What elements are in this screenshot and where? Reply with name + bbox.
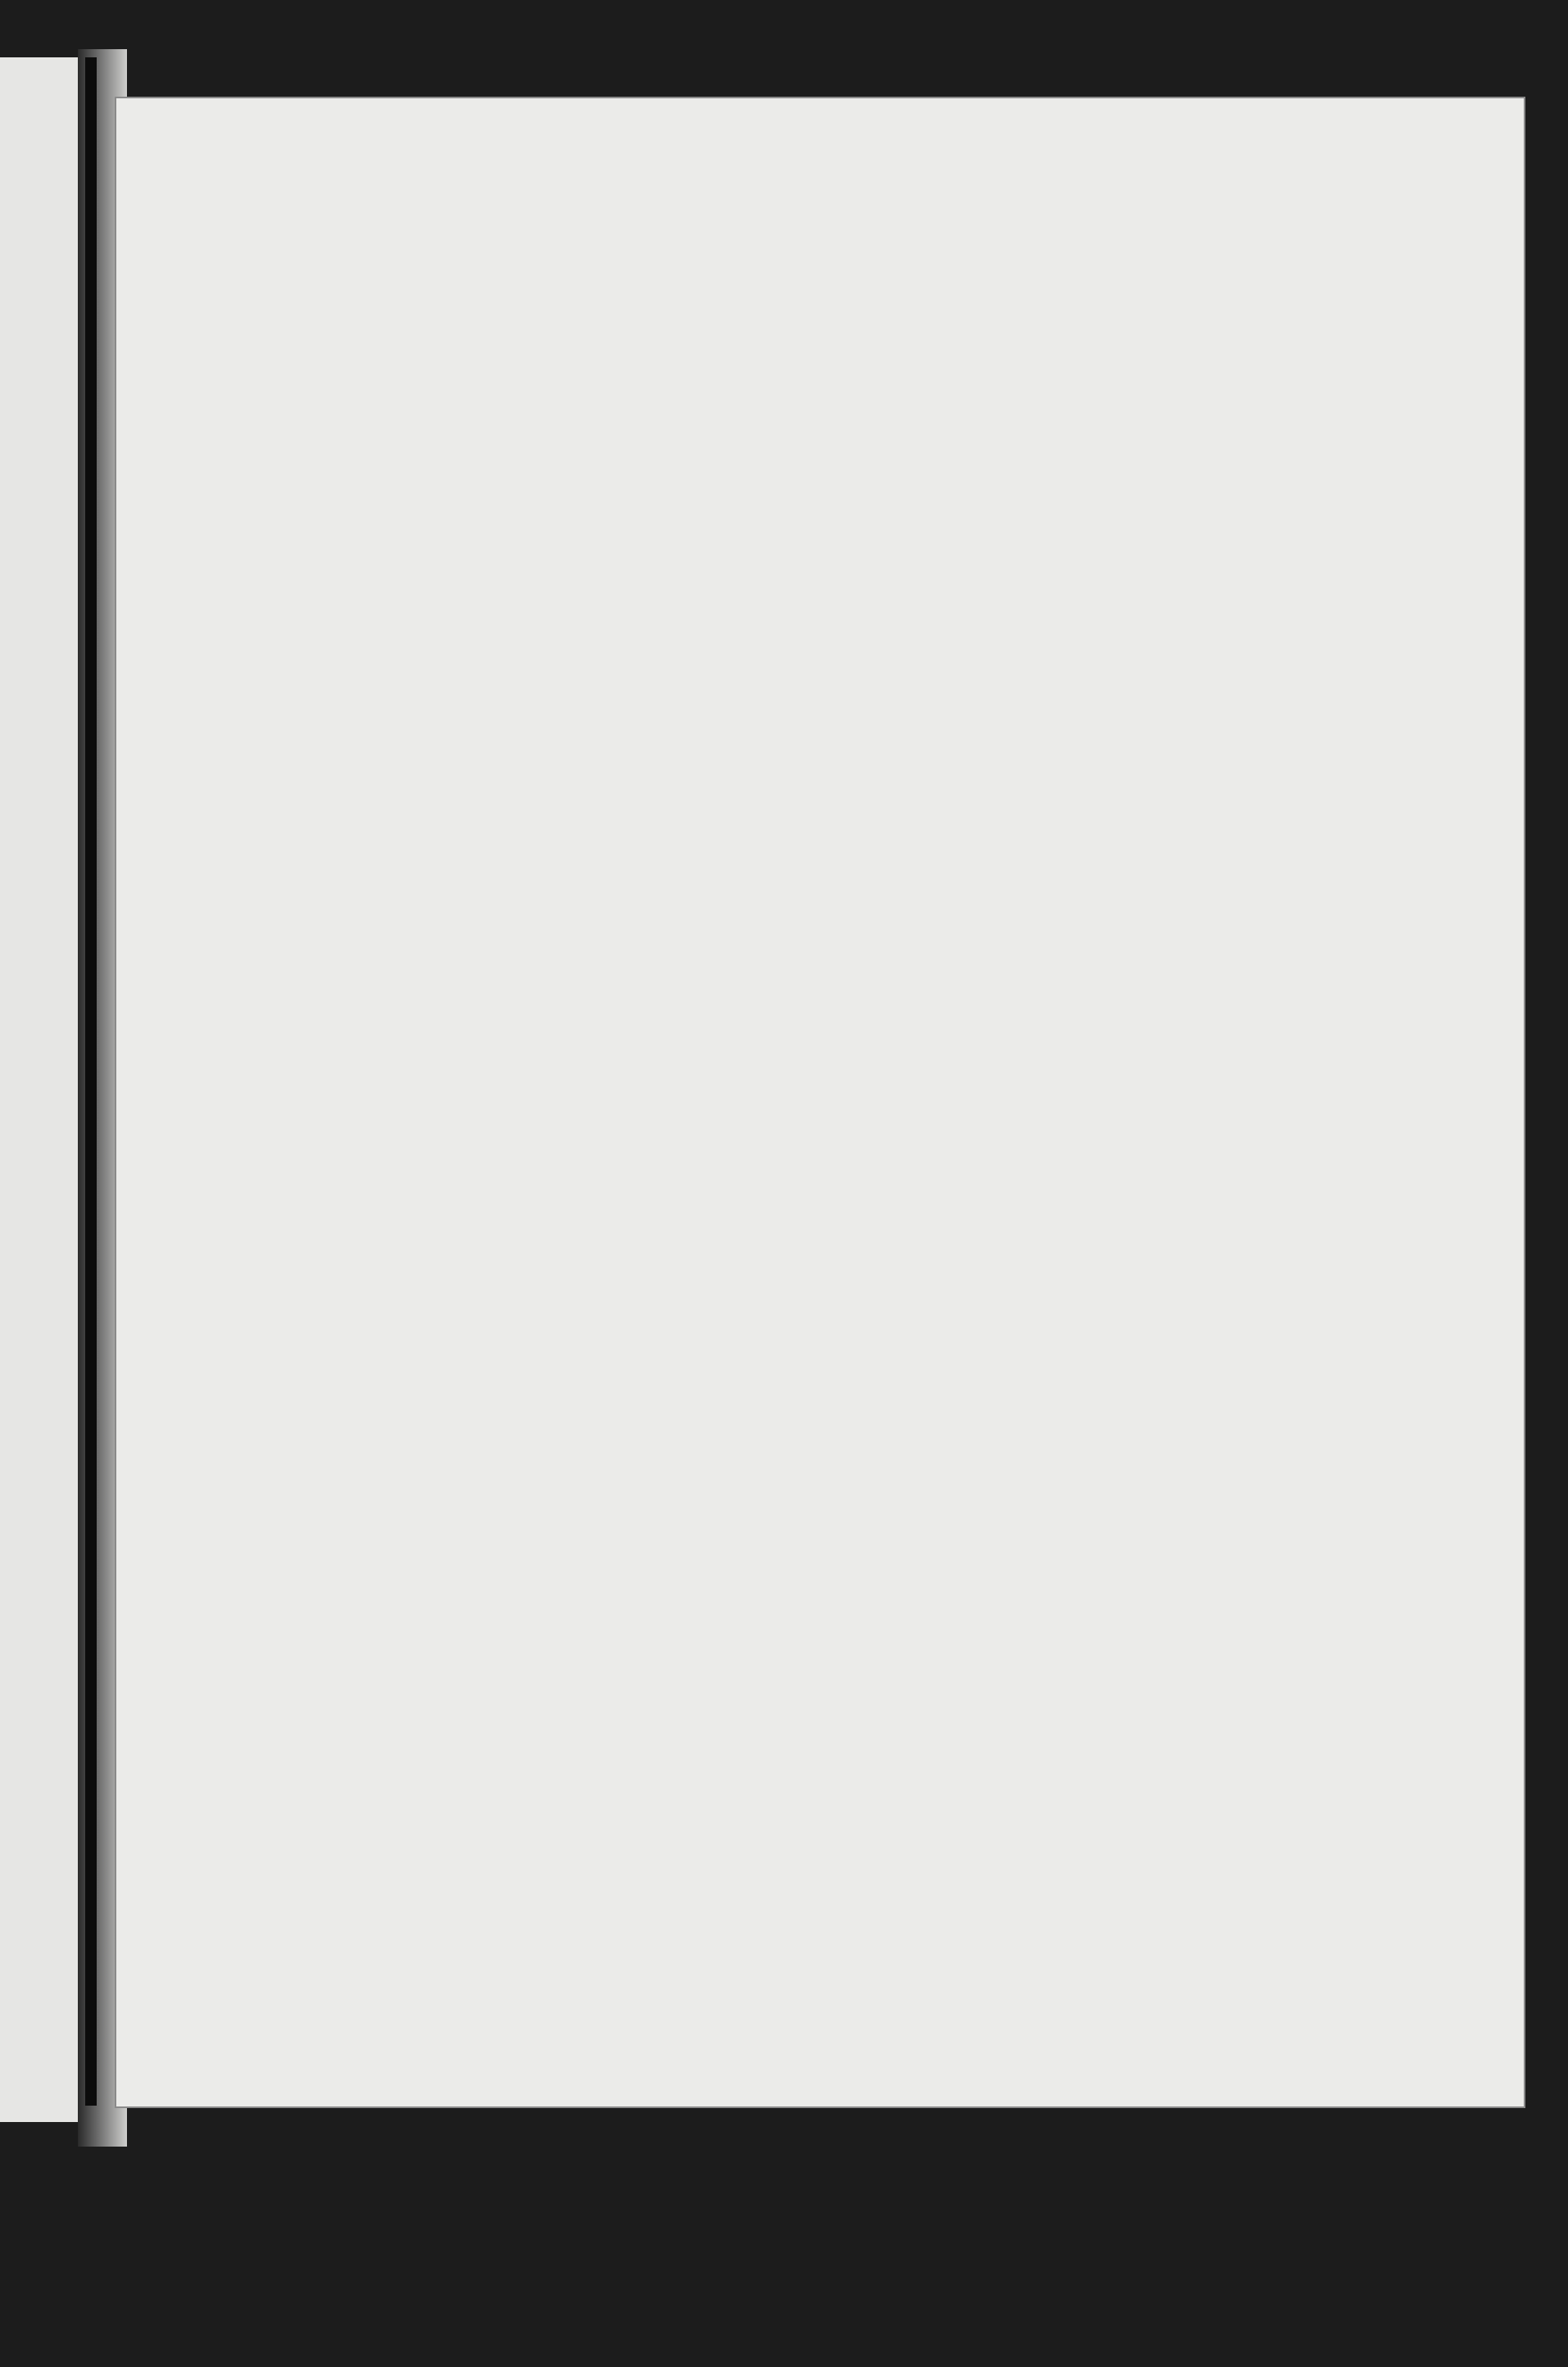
book-page [115,97,1525,2108]
gutter-edge [85,57,97,2106]
page-header [115,205,1525,254]
page-body [201,269,1475,320]
previous-page-edge [0,57,80,2122]
